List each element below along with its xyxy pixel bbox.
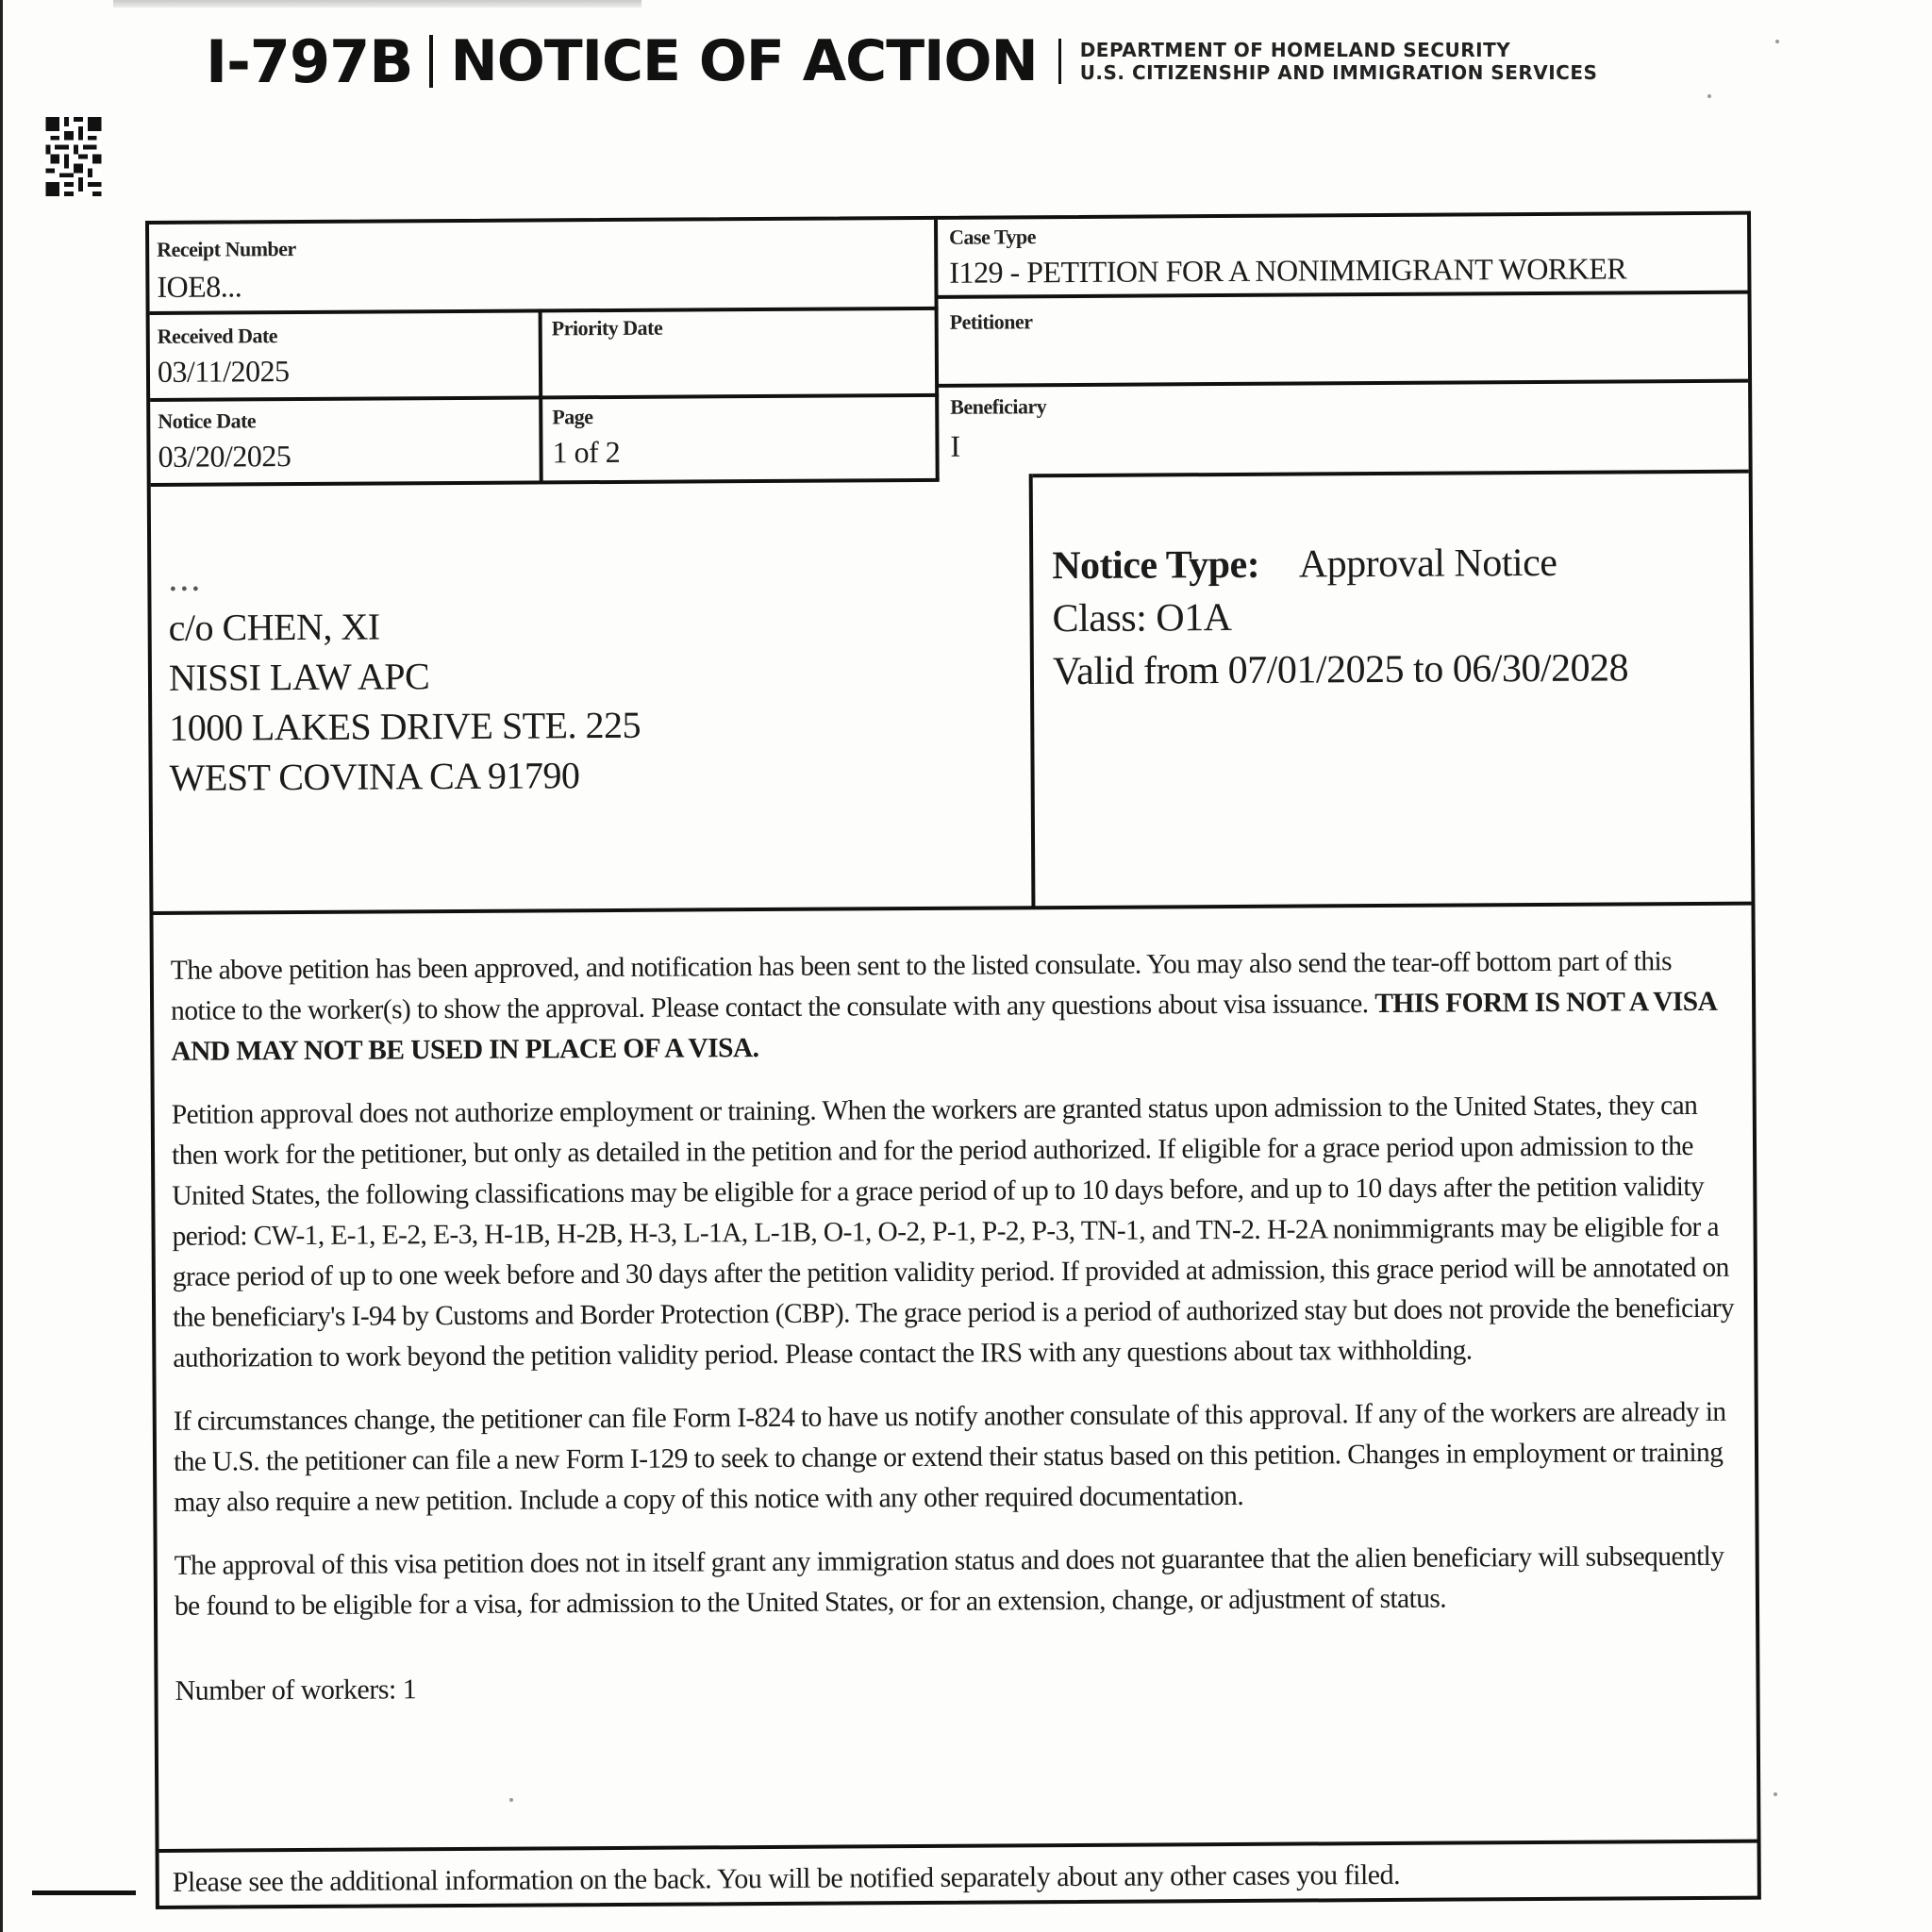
grid-line (1029, 474, 1036, 908)
priority-date-label: Priority Date (551, 315, 663, 341)
receipt-number-value: IOE8... (157, 269, 242, 304)
scan-speck (509, 1798, 513, 1802)
address-line: c/o CHEN, XI (168, 605, 380, 649)
address-line: NISSI LAW APC (168, 655, 430, 699)
not-a-visa-warning: THIS FORM IS NOT A VISA AND MAY NOT BE USED IN PLACE OF A VISA. (171, 986, 1716, 1067)
notice-date-value: 03/20/2025 (158, 439, 291, 474)
grid-line (1033, 470, 1749, 478)
page-value: 1 of 2 (552, 434, 621, 470)
receipt-number-label: Receipt Number (157, 237, 296, 261)
notice-body (171, 941, 1740, 1650)
scan-speck (1774, 1792, 1777, 1796)
scan-speck (1707, 94, 1711, 98)
case-type-value: I129 - PETITION FOR A NONIMMIGRANT WORKER (949, 251, 1627, 290)
body-paragraph: If circumstances change, the petitioner can file Form I-824 to have us notify another consulate of this approval. If any of the workers are already in the U.S. the petitioner can file a new Form I-129 to seek to change or extend their status based on this petition. Changes in employment or training may also require a new petition. Include a copy of this notice with any other required documentation. (173, 1396, 1726, 1518)
notice-type-block (1052, 536, 1628, 698)
mailing-address (168, 550, 641, 803)
beneficiary-value: I (950, 428, 960, 463)
grid-line (938, 291, 1747, 299)
beneficiary-label: Beneficiary (950, 394, 1047, 419)
valid-from-date: 07/01/2025 (1227, 647, 1405, 692)
grid-line (539, 308, 543, 482)
grid-line (153, 902, 1751, 915)
valid-label: Valid from (1052, 649, 1219, 694)
grid-line (150, 393, 939, 402)
class-label: Class: (1052, 596, 1147, 641)
body-text: The above petition has been approved, and notification has been sent to the listed consulate. You may also send the tear-off bottom part of this notice to the worker(s) to show the approval. Please contact the consulate with any questions about visa issuance. (170, 946, 1673, 1026)
case-type-label: Case Type (949, 225, 1037, 249)
notice-date-label: Notice Date (158, 408, 257, 433)
address-line: 1000 LAKES DRIVE STE. 225 (169, 703, 641, 749)
received-date-label: Received Date (157, 324, 278, 348)
valid-to-word: to (1412, 647, 1443, 691)
body-paragraph: Petition approval does not authorize employment or training. When the workers are granted status upon admission to the United States, they can then work for the petitioner, but only as detailed in the petition and for the period authorized. If eligible for a grace period upon admission to the United States, the following classifications may be eligible for a grace period of up to 10 days before, and up to 10 days after the petition validity period: CW-1, E-1, E-2, E-3, H-1B, H-2B, H-3, L-1A, L-1B, O-1, O-2, P-1, P-2, P-3, TN-1, and TN-2. H-2A nonimmigrants may be eligible for a grace period of up to one week before and 30 days after the petition validity period. If provided at admission, this grace period will be annotated on the beneficiary's I-94 by Customs and Border Protection (CBP). The grace period is a period of authorized stay but does not provide the beneficiary authorization to work beyond the petition validity period. Please contact the IRS with any questions about tax withholding. (171, 1090, 1735, 1374)
qr-code-icon (45, 117, 102, 196)
form-header (206, 19, 1597, 104)
grid-line (939, 379, 1748, 388)
scan-artifact-dash (32, 1890, 136, 1895)
notice-form (145, 211, 1761, 1909)
valid-to-date: 06/30/2028 (1452, 646, 1629, 691)
agency-line: U.S. CITIZENSHIP AND IMMIGRATION SERVICES (1079, 61, 1598, 84)
scan-artifact-strip (113, 0, 641, 8)
grid-line (151, 478, 940, 487)
body-paragraph: The approval of this visa petition does not in itself grant any immigration status and does not guarantee that the alien beneficiary will subsequently be found to be eligible for a visa, for admission to the United States, or for an extension, change, or adjustment of status. (174, 1541, 1724, 1622)
agency-line: DEPARTMENT OF HOMELAND SECURITY (1079, 39, 1511, 61)
body-paragraph (171, 941, 1738, 1073)
agency-block (1080, 39, 1598, 84)
notice-type-value: Approval Notice (1298, 541, 1557, 587)
number-of-workers: Number of workers: 1 (175, 1674, 417, 1707)
grid-line (159, 1840, 1757, 1853)
scan-speck (1775, 40, 1779, 43)
grid-line (934, 220, 940, 480)
address-line: ... (168, 556, 203, 599)
address-line: WEST COVINA CA 91790 (169, 754, 580, 799)
grid-line (150, 307, 939, 315)
form-title: NOTICE OF ACTION (450, 28, 1038, 94)
header-divider (429, 35, 433, 88)
form-number: I-797B (206, 26, 413, 96)
footer-note: Please see the additional information on the back. You will be notified separately about any other cases you filed. (172, 1858, 1401, 1898)
page-edge (0, 0, 3, 1932)
petitioner-label: Petitioner (949, 309, 1033, 334)
header-divider (1058, 39, 1061, 84)
class-value: O1A (1156, 595, 1232, 641)
notice-type-label: Notice Type: (1052, 542, 1260, 589)
received-date-value: 03/11/2025 (157, 354, 290, 389)
page-label: Page (552, 405, 593, 429)
